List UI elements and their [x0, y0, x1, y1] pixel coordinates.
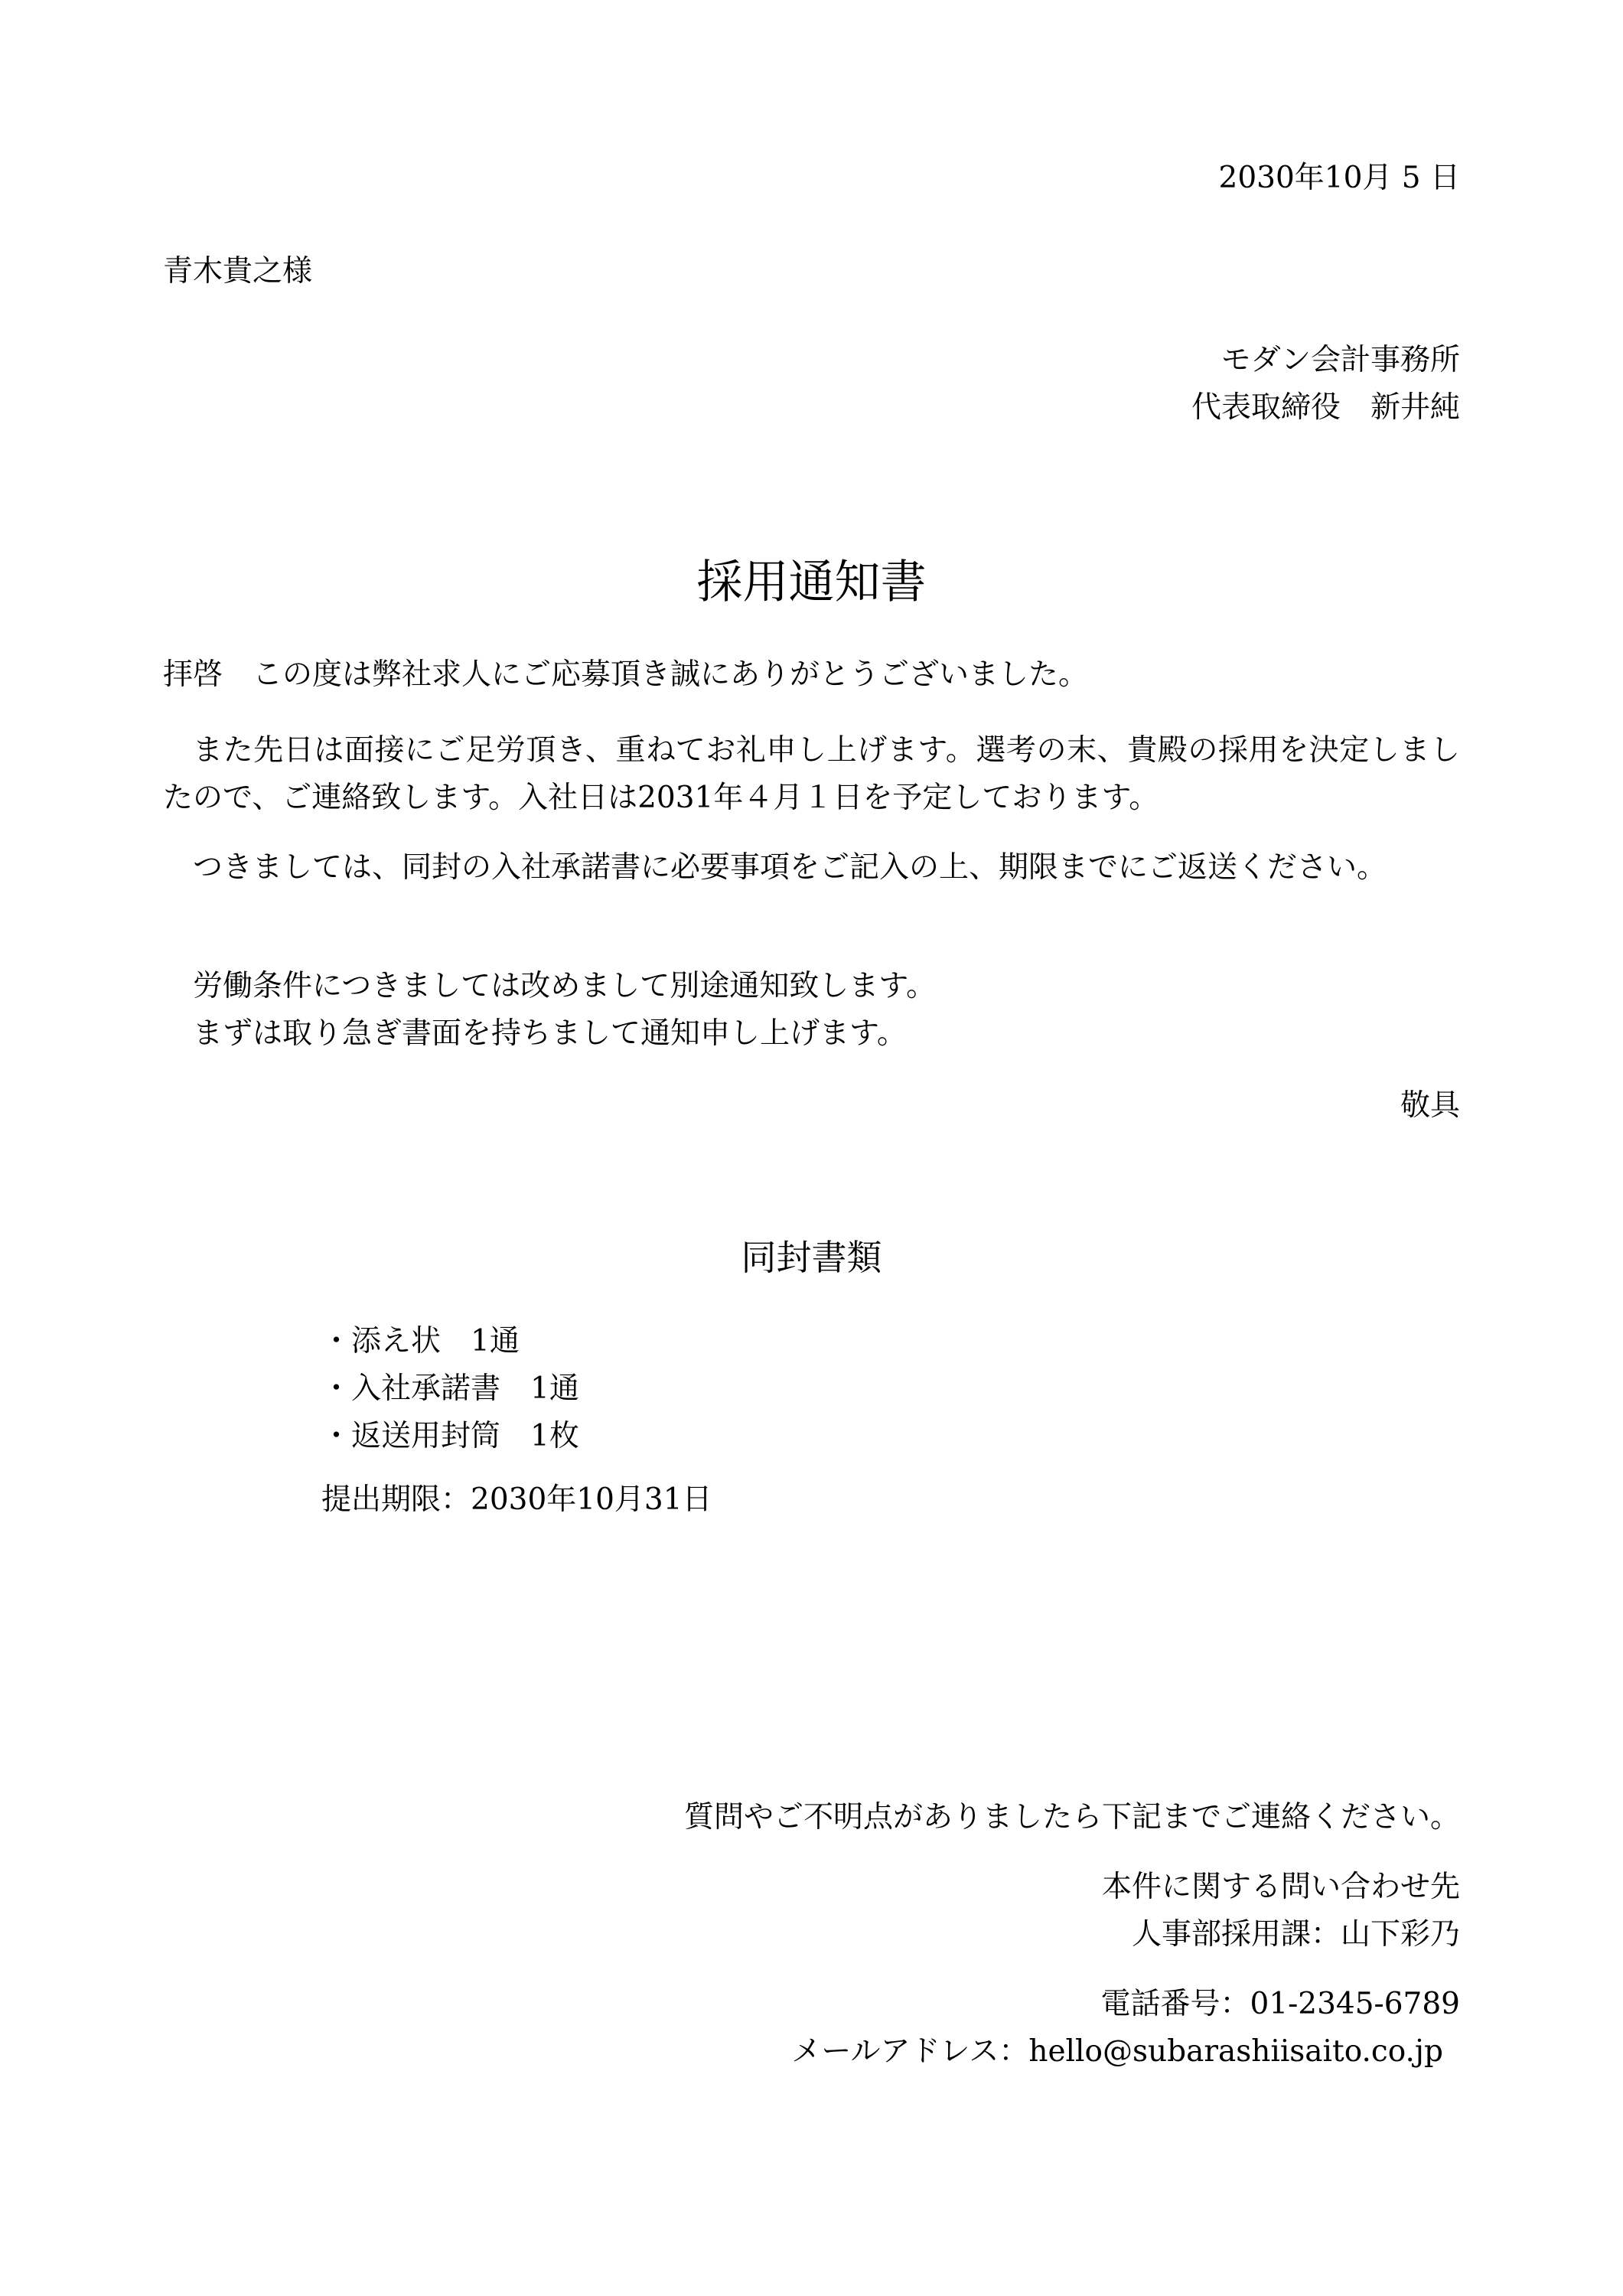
contact-heading: 本件に関する問い合わせ先 [1101, 1870, 1460, 1904]
contact-email: メールアドレス：hello@subarashiisaito.co.jp [791, 2034, 1443, 2069]
closing-line-1: 労働条件につきましては改めまして別途通知致します。 [193, 969, 937, 1003]
sender-company: モダン会計事務所 [1221, 343, 1460, 377]
recipient-name: 青木貴之様 [163, 254, 313, 289]
contact-phone: 電話番号：01-2345-6789 [1100, 1987, 1460, 2021]
body-paragraph-2: つきましては、同封の入社承諾書に必要事項をご記入の上、期限までにご返送ください。 [193, 850, 1387, 885]
enclosures-heading: 同封書類 [741, 1237, 882, 1278]
letter-date: 2030年10月 5 日 [1218, 161, 1460, 195]
closing-line-2: まずは取り急ぎ書面を持ちまして通知申し上げます。 [193, 1016, 907, 1051]
submission-deadline: 提出期限：2030年10月31日 [321, 1482, 712, 1517]
document-title: 採用通知書 [696, 556, 927, 609]
contact-department: 人事部採用課：山下彩乃 [1131, 1917, 1460, 1952]
contact-note: 質問やご不明点がありましたら下記までご連絡ください。 [683, 1800, 1460, 1835]
closing-word: 敬具 [1400, 1088, 1460, 1123]
enclosures-list [321, 1318, 579, 1460]
enclosure-item: ・ 添え状 1通 [321, 1318, 579, 1365]
body-paragraph-1: また先日は面接にご足労頂き、重ねてお礼申し上げます。選考の末、貴殿の採用を決定しましたので、ご連絡致します。入社日は2031年４月１日を予定しております。 [163, 733, 1460, 815]
opening-line: 拝啓 この度は弊社求人にご応募頂き誠にありがとうございました。 [163, 657, 1089, 692]
enclosure-item: ・ 入社承諾書 1通 [321, 1365, 579, 1413]
sender-representative: 代表取締役 新井純 [1191, 390, 1460, 425]
enclosure-item: ・ 返送用封筒 1枚 [321, 1413, 579, 1460]
